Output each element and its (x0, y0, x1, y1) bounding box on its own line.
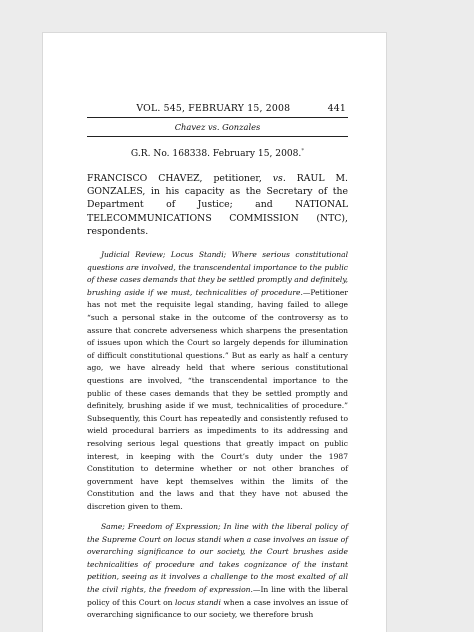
parties-block (87, 172, 348, 238)
case-title: Chavez vs. Gonzales (87, 118, 348, 137)
page-number: 441 (327, 103, 346, 114)
petitioner-role: petitioner, (202, 173, 273, 185)
petitioner-name: FRANCISCO CHAVEZ, (87, 173, 203, 185)
document-page (42, 32, 387, 632)
syllabus-paragraph-2 (87, 521, 348, 622)
respondents: RAUL M. GONZALES, in his capacity as the Secretary of the Department of Justice; and NATIONAL TELECOMMUNICATIONS COMMISSION (NTC), respondents. (87, 173, 349, 237)
syllabus-paragraph-1 (87, 249, 348, 513)
headnote-1: Judicial Review; Locus Standi; Where serious constitutional questions are involved, the transcendental importance to the public of these cases demands that they be settled promptly and definitely, brushing aside if we must, technicalities of procedure. (87, 250, 348, 297)
gr-number: G.R. No. 168338. February 15, 2008. (130, 149, 302, 160)
body-1: —Petitioner has not met the requisite legal standing, having failed to allege “such a personal stake in the outcome of the controversy as to assure that concrete adverseness which sharpens the presentation of issues upon which the Court so largely depends for illumination of difficult constitutional questions.” But as early as half a century ago, we have already held that where serious constitutional questions are involved, “the transcendental importance to the public of these cases demands that they be settled promptly and definitely, brushing aside if we must, technicalities of procedure.” Subsequently, this Court has repeatedly and consistently refused to wield procedural barriers as impediments to its addressing and resolving serious legal questions that greatly impact on public interest, in keeping with the Court’s duty under the 1987 Constitution to determine whether or not other branches of government have kept themselves within the limits of the Constitution and the laws and that they have not abused the discretion given to them. (87, 287, 348, 511)
body-2-italic: locus standi (174, 597, 221, 607)
running-head (87, 103, 348, 118)
body-2-post: when a case involves an issue of overarching significance to our society, we therefore brush (87, 597, 348, 620)
footnote-marker[interactable]: * (301, 148, 305, 154)
headnote-2: Same; Freedom of Expression; In line with the liberal policy of the Supreme Court on locus standi when a case involves an issue of overarching significance to our society, the Court brushes aside technicalities of procedure and takes cognizance of the instant petition, seeing as it involves a challenge to the most exalted of all the civil rights, the freedom of expression. (87, 522, 348, 595)
versus: vs. (272, 173, 286, 185)
volume-date: VOL. 545, FEBRUARY 15, 2008 (136, 103, 291, 114)
gr-number-line (87, 148, 348, 159)
body-2-pre: —In line with the liberal policy of this Court on (87, 585, 348, 607)
